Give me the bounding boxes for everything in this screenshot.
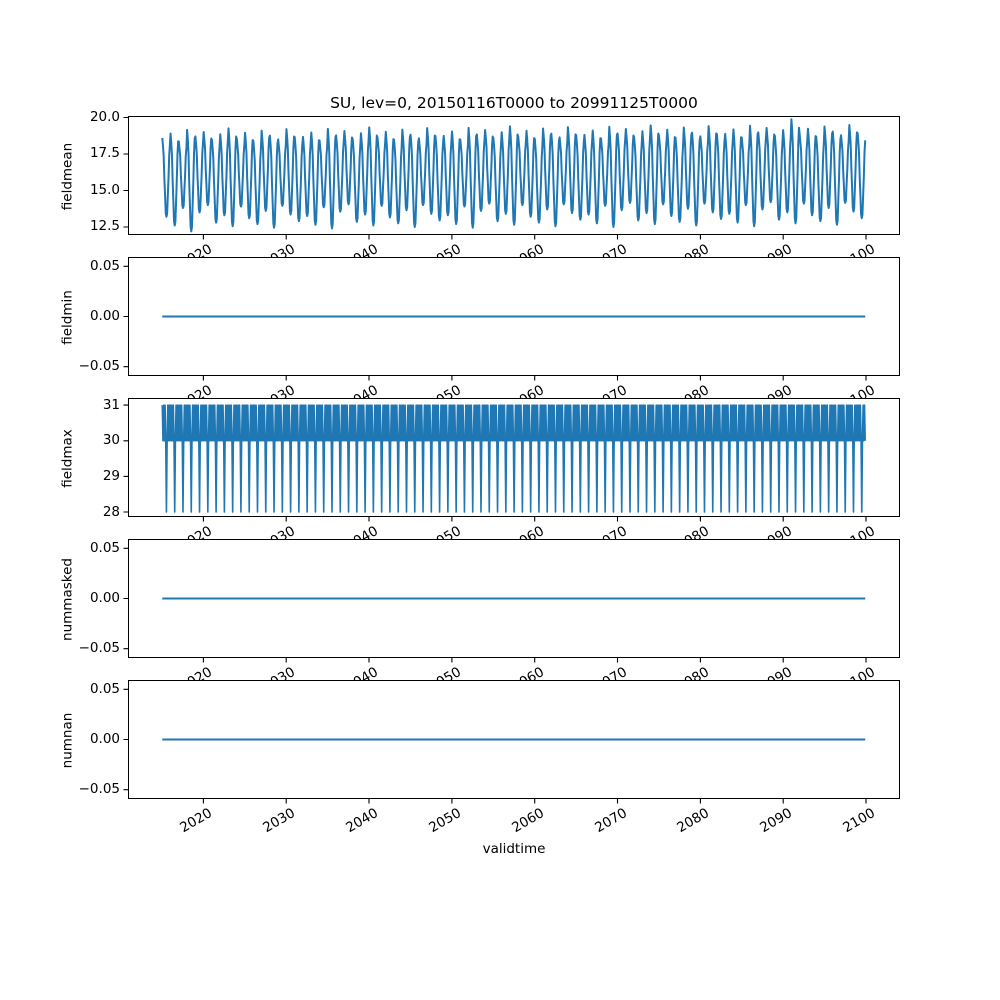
y-tick-label: 20.0 (89, 108, 120, 125)
x-tick-label: 2050 (426, 805, 464, 837)
x-tick-label: 2070 (591, 805, 630, 837)
y-tick-label: −0.05 (78, 781, 120, 798)
y-tick-label: 0.00 (89, 731, 120, 747)
axes-box-nummasked (128, 539, 900, 658)
y-tick-label: 17.5 (89, 145, 120, 162)
y-axis-label-nummasked: nummasked (59, 557, 76, 641)
axes-box-fieldmax (128, 398, 900, 517)
y-axis-label-fieldmin: fieldmin (59, 289, 76, 345)
axes-box-fieldmin (128, 257, 900, 376)
y-tick-label: −0.05 (78, 640, 120, 657)
figure-title: SU, lev=0, 20150116T0000 to 20991125T0000 (330, 94, 698, 112)
y-tick-label: 12.5 (89, 218, 120, 235)
y-axis-label-numnan: numnan (59, 712, 76, 768)
axes-box-numnan (128, 680, 900, 799)
x-tick-label: 2090 (757, 805, 796, 837)
y-tick-label: 15.0 (89, 181, 120, 198)
axes-box-fieldmean (128, 116, 900, 235)
x-axis-label: validtime (482, 841, 546, 857)
y-tick-label: −0.05 (78, 358, 120, 375)
y-tick-label: 31 (102, 396, 120, 413)
y-tick-label: 0.05 (89, 539, 120, 556)
x-tick-label: 2100 (840, 805, 879, 837)
y-axis-label-fieldmean: fieldmean (59, 142, 76, 210)
y-tick-label: 28 (102, 503, 120, 520)
x-tick-label: 2020 (177, 805, 216, 837)
y-tick-label: 30 (102, 432, 120, 449)
y-tick-label: 0.00 (89, 308, 120, 324)
x-tick-label: 2060 (508, 805, 547, 837)
y-tick-label: 0.00 (89, 590, 120, 606)
y-tick-label: 29 (102, 467, 120, 484)
y-tick-label: 0.05 (89, 257, 120, 274)
y-axis-label-fieldmax: fieldmax (59, 428, 76, 488)
x-tick-label: 2080 (674, 805, 713, 837)
y-tick-label: 0.05 (89, 680, 120, 697)
x-tick-label: 2030 (260, 805, 299, 837)
x-tick-label: 2040 (343, 805, 382, 837)
